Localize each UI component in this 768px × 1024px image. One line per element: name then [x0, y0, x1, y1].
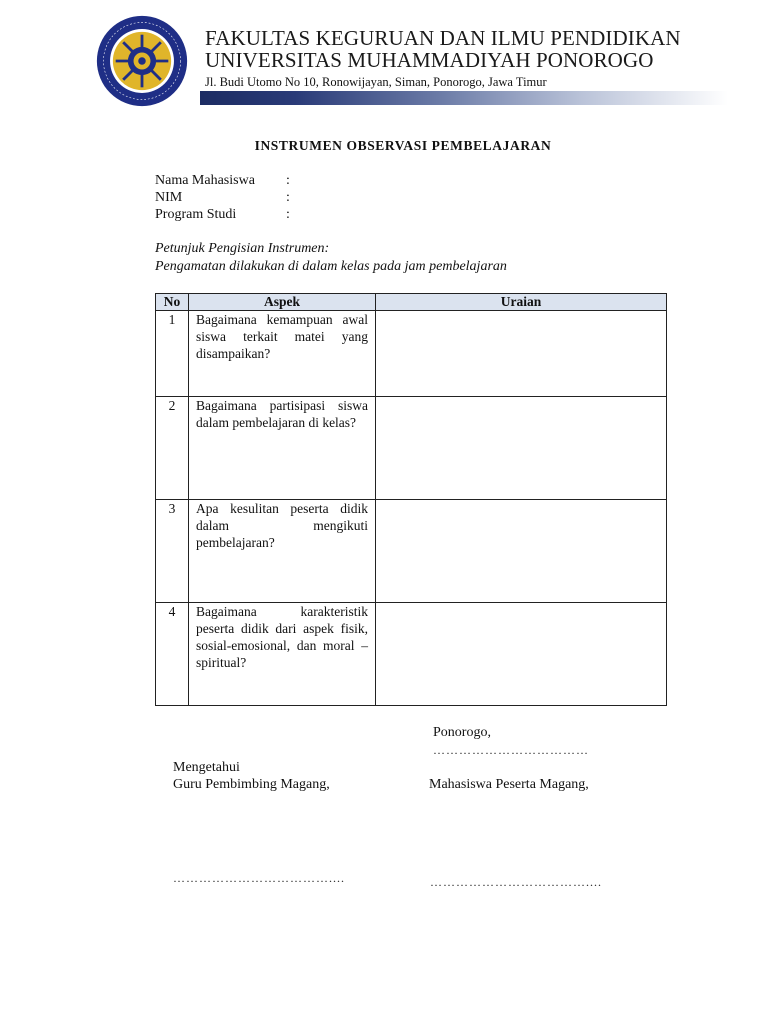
row-uraian-field[interactable] [376, 311, 667, 397]
institution-block [205, 28, 681, 90]
signature-date-line: ……………………………… [433, 743, 589, 757]
row-number: 1 [168, 312, 176, 327]
faculty-name: FAKULTAS KEGURUAN DAN ILMU PENDIDIKAN [205, 26, 681, 50]
university-name: UNIVERSITAS MUHAMMADIYAH PONOROGO [205, 48, 654, 72]
table-header-row [156, 294, 667, 311]
signature-left-line: ……………………………….... [173, 871, 345, 885]
row-uraian-field[interactable] [376, 603, 667, 706]
table-row [156, 397, 667, 500]
observation-table [155, 293, 667, 706]
row-number: 2 [168, 398, 176, 413]
identity-sep: : [286, 173, 290, 188]
identity-sep: : [286, 207, 290, 222]
signature-left-role: Guru Pembimbing Magang, [173, 777, 330, 792]
header-bar [200, 91, 728, 105]
identity-sep: : [286, 190, 290, 205]
row-uraian-field[interactable] [376, 397, 667, 500]
signature-right-line: ……………………………….... [430, 875, 602, 889]
row-aspek: Bagaimana kemampuan awal siswa terkait matei yang disampaikan? [196, 312, 368, 361]
table-row [156, 311, 667, 397]
identity-label: Program Studi [155, 207, 237, 222]
header-no: No [156, 294, 189, 311]
table-row [156, 603, 667, 706]
row-aspek: Apa kesulitan peserta didik dalam mengikuti pembelajaran? [196, 501, 368, 550]
row-number: 3 [168, 501, 176, 516]
instruction-text: Pengamatan dilakukan di dalam kelas pada jam pembelajaran [155, 259, 507, 274]
identity-row-nim [155, 190, 290, 206]
instruction-heading: Petunjuk Pengisian Instrumen: [155, 241, 330, 256]
signature-place: Ponorogo, [433, 725, 491, 740]
row-number: 4 [168, 604, 176, 619]
row-aspek: Bagaimana partisipasi siswa dalam pembelajaran di kelas? [196, 398, 368, 430]
address: Jl. Budi Utomo No 10, Ronowijayan, Siman, Ponorogo, Jawa Timur [205, 75, 547, 89]
identity-label: Nama Mahasiswa [155, 173, 255, 188]
row-aspek: Bagaimana karakteristik peserta didik dari aspek fisik, sosial-emosional, dan moral – spiritual? [196, 604, 368, 670]
university-logo-icon [93, 14, 191, 108]
table-row [156, 500, 667, 603]
signature-right-role: Mahasiswa Peserta Magang, [429, 777, 589, 792]
identity-row-name [155, 173, 290, 189]
identity-row-program [155, 207, 290, 223]
row-uraian-field[interactable] [376, 500, 667, 603]
signature-acknowledge: Mengetahui [173, 760, 240, 775]
letterhead [0, 0, 768, 115]
header-aspek: Aspek [189, 294, 376, 311]
header-uraian: Uraian [376, 294, 667, 311]
identity-label: NIM [155, 190, 183, 205]
document-title: INSTRUMEN OBSERVASI PEMBELAJARAN [254, 138, 552, 153]
